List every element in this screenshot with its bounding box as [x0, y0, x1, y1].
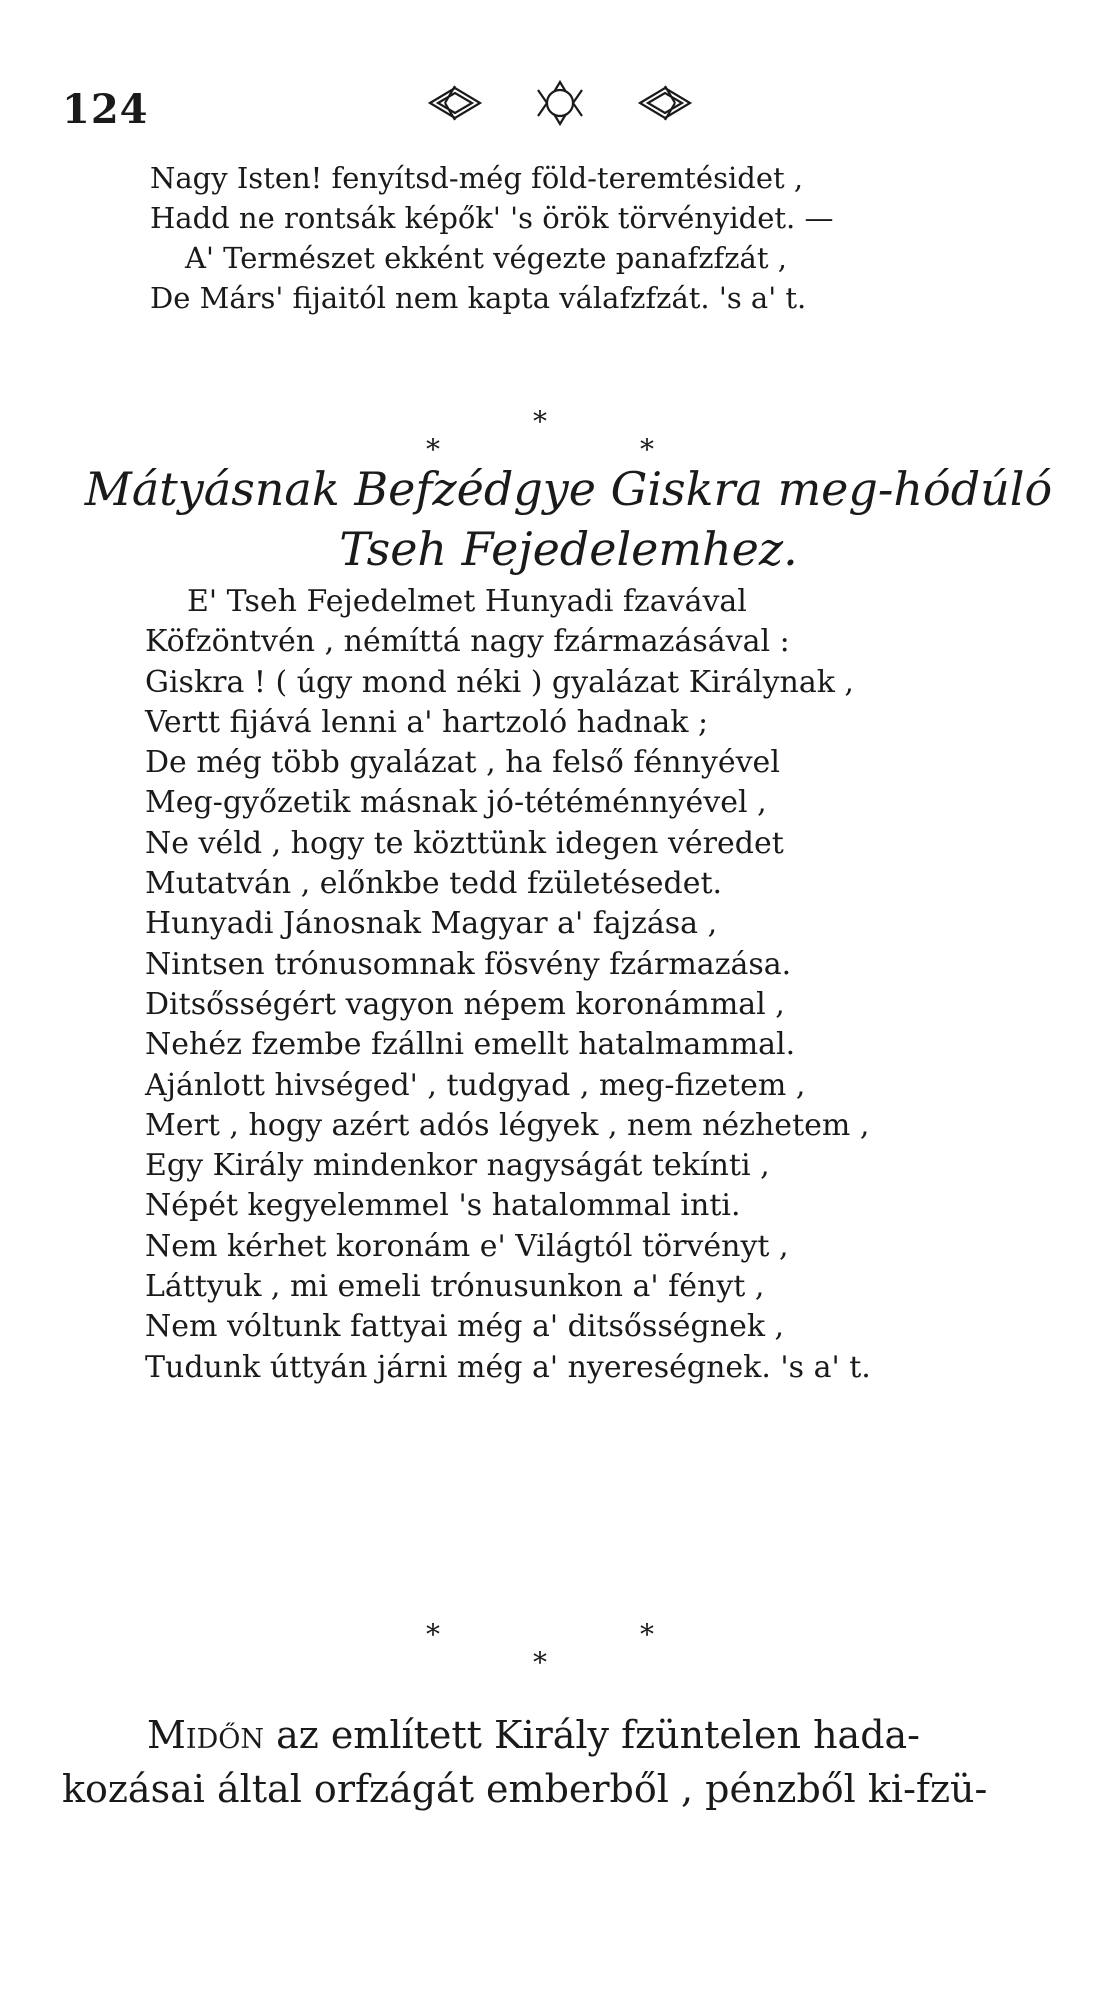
opening-stanza [150, 158, 970, 318]
verse-line: Vertt fijává lenni a' hartzoló hadnak ; [145, 704, 709, 740]
poem-title-line-2: Tseh Fejedelemhez. [339, 522, 798, 576]
verse-line: E' Tseh Fejedelmet Hunyadi fzavával [187, 584, 747, 619]
verse-line: Nehéz fzembe fzállni emellt hatalmammal. [145, 1027, 796, 1063]
verse-line: Nem vóltunk fattyai még a' ditsősségnek , [145, 1309, 785, 1345]
poem-title-line-1: Mátyásnak Befzédgye Giskra meg-hódúló [84, 462, 1053, 516]
verse-line: Láttyuk , mi emeli trónusunkon a' fényt , [145, 1269, 765, 1305]
prose-paragraph [62, 1708, 1042, 1816]
verse-line: De még több gyalázat , ha felső fénnyével [145, 745, 780, 781]
verse-line: Nem kérhet koronám e' Világtól törvényt , [145, 1228, 789, 1264]
verse-line: Ne véld , hogy te közttünk idegen véredet [145, 825, 784, 861]
verse-line: Köfzöntvén , némíttá nagy fzármazásával : [145, 624, 790, 660]
poem-body [145, 582, 1005, 1388]
flourish-ornament-icon [420, 78, 700, 128]
asterism-icon: * * * [426, 1618, 654, 1679]
prose-line [62, 1708, 1042, 1762]
verse-line: Hadd ne rontsák képők' 's örök törvényidet. — [150, 201, 834, 235]
verse-line: De Márs' fijaitól nem kapta válafzfzát. 's a' t. [150, 281, 807, 315]
prose-text: az említett Király fzüntelen hada- [263, 1713, 921, 1757]
verse-line: Ajánlott hivséged' , tudgyad , meg-fizetem , [145, 1067, 806, 1103]
asterism-icon: * * * [426, 405, 654, 466]
page-number: 124 [62, 86, 149, 133]
verse-line: Tudunk úttyán járni még a' nyereségnek. 's a' t. [145, 1349, 871, 1385]
verse-line: Hunyadi Jánosnak Magyar a' fajzása , [145, 906, 718, 942]
verse-line: Mutatván , előnkbe tedd fzületésedet. [145, 866, 723, 902]
verse-line: Nintsen trónusomnak fösvény fzármazása. [145, 946, 792, 982]
verse-line: Népét kegyelemmel 's hatalommal inti. [145, 1188, 741, 1224]
verse-line: Ditsősségért vagyon népem koronámmal , [145, 986, 785, 1022]
verse-line: Nagy Isten! fenyítsd-még föld-teremtésidet , [150, 161, 804, 195]
drop-word: Midőn [147, 1713, 264, 1757]
verse-line: Mert , hogy azért adós légyek , nem nézhetem , [145, 1107, 870, 1143]
verse-line: Giskra ! ( úgy mond néki ) gyalázat Királynak , [145, 664, 854, 700]
verse-line: Meg-győzetik másnak jó-tétéménnyével , [145, 785, 767, 821]
prose-line: kozásai által orfzágát emberből , pénzből ki-fzü- [62, 1767, 988, 1811]
verse-line: A' Természet ekként végezte panafzfzát , [185, 241, 787, 275]
verse-line: Egy Király mindenkor nagyságát tekínti , [145, 1148, 770, 1184]
